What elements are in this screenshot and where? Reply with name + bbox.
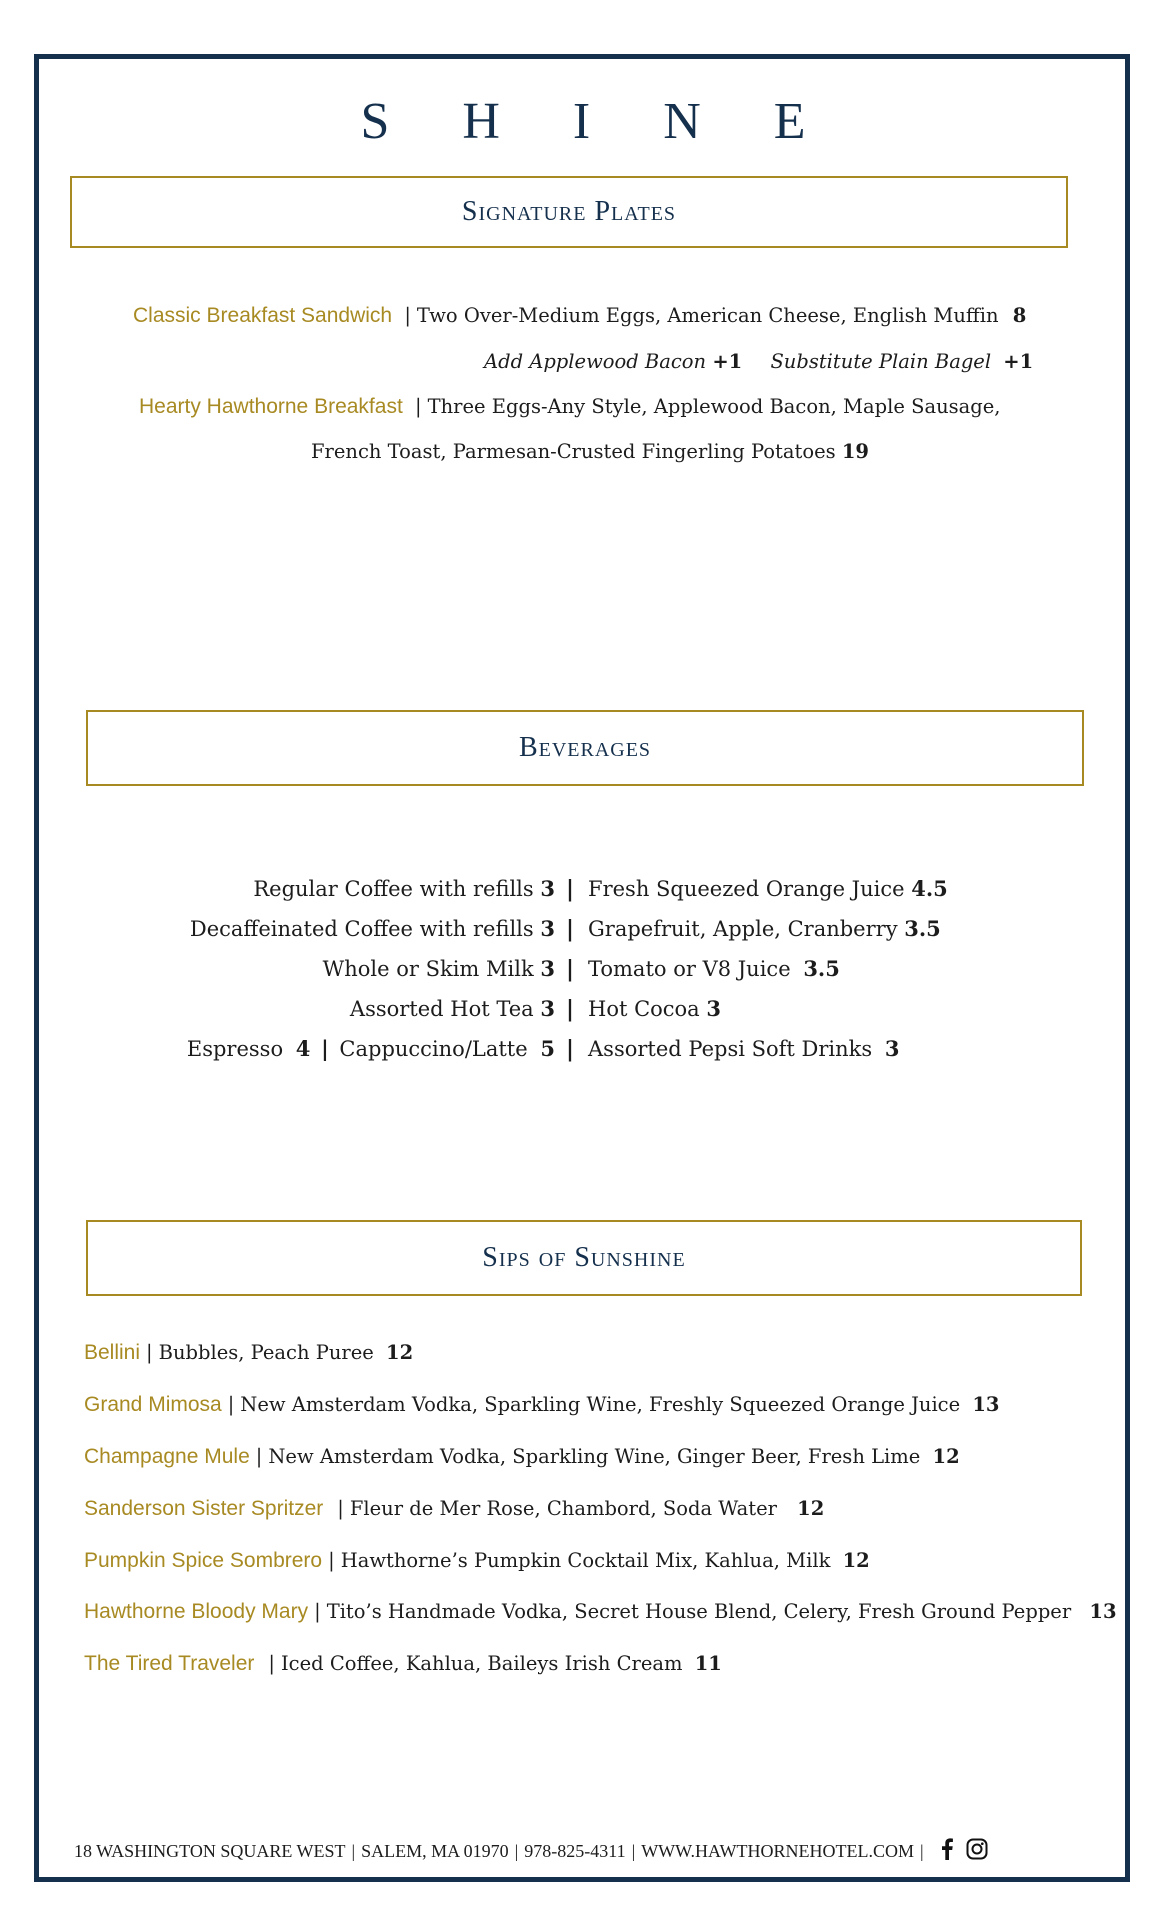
item-name: Hearty Hawthorne Breakfast [139, 395, 403, 418]
addon-price: +1 [1003, 350, 1034, 373]
item-name: Pumpkin Spice Sombrero [84, 1549, 323, 1572]
item-description: New Amsterdam Vodka, Sparkling Wine, Ginger Beer, Fresh Lime [268, 1445, 921, 1468]
cocktail-item: Grand Mimosa | New Amsterdam Vodka, Sparkling Wine, Freshly Squeezed Orange Juice 13 [84, 1393, 1000, 1416]
item-name: Hawthorne Bloody Mary [84, 1600, 309, 1623]
item-description: Fleur de Mer Rose, Chambord, Soda Water [349, 1497, 777, 1520]
item-price: 8 [1012, 304, 1027, 327]
cocktail-item: Pumpkin Spice Sombrero | Hawthorne’s Pumpkin Cocktail Mix, Kahlua, Milk 12 [84, 1549, 870, 1572]
item-name: Champagne Mule [84, 1445, 250, 1468]
item-description: Iced Coffee, Kahlua, Baileys Irish Cream [280, 1652, 683, 1675]
footer-city: SALEM, MA 01970 [361, 1841, 509, 1861]
item-name: Grand Mimosa [84, 1393, 222, 1416]
item-price: 12 [386, 1341, 414, 1364]
facebook-icon[interactable] [940, 1838, 954, 1865]
separator: | [566, 916, 575, 942]
beverage-left-5: Espresso 4 | Cappuccino/Latte 5 [186, 1036, 555, 1061]
beverage-left-3: Whole or Skim Milk 3 [322, 956, 555, 981]
beverage-right-4: Hot Cocoa 3 [588, 996, 722, 1021]
cocktail-item: Bellini | Bubbles, Peach Puree 12 [84, 1341, 414, 1364]
item-price: 12 [842, 1549, 870, 1572]
item-name: Sanderson Sister Spritzer [84, 1497, 324, 1520]
footer: 18 WASHINGTON SQUARE WEST | SALEM, MA 01970 | 978-825-4311 | WWW.HAWTHORNEHOTEL.COM | [74, 1838, 988, 1865]
beverage-right-1: Fresh Squeezed Orange Juice 4.5 [588, 876, 948, 901]
menu-item-hearty-hawthorne-breakfast: Hearty Hawthorne Breakfast | Three Eggs-Any Style, Applewood Bacon, Maple Sausage, [139, 395, 1001, 418]
item-name: Bellini [84, 1341, 141, 1364]
menu-item-description-continued [311, 440, 869, 463]
item-description: Hawthorne’s Pumpkin Cocktail Mix, Kahlua, Milk [340, 1549, 831, 1572]
beverage-right-5: Assorted Pepsi Soft Drinks 3 [588, 1036, 900, 1061]
brand-title: S H I N E [360, 93, 836, 150]
separator: | [566, 996, 575, 1022]
item-name: The Tired Traveler [84, 1652, 255, 1675]
item-description: Bubbles, Peach Puree [158, 1341, 374, 1364]
section-header-beverages [86, 710, 1084, 786]
item-price: 12 [932, 1445, 960, 1468]
addon-label: Substitute Plain Bagel [770, 350, 992, 373]
item-price: 13 [972, 1393, 1000, 1416]
item-description: New Amsterdam Vodka, Sparkling Wine, Freshly Squeezed Orange Juice [240, 1393, 961, 1416]
separator: | [566, 956, 575, 982]
separator: | [566, 876, 575, 902]
item-description: Three Eggs-Any Style, Applewood Bacon, Maple Sausage, [427, 395, 1001, 418]
section-title: Beverages [518, 732, 652, 763]
section-title: Sips of Sunshine [482, 1242, 686, 1273]
section-header-sips-of-sunshine [86, 1220, 1082, 1296]
cocktail-item: Sanderson Sister Spritzer | Fleur de Mer Rose, Chambord, Soda Water 12 [84, 1497, 825, 1520]
section-header-signature-plates [70, 176, 1068, 248]
item-price: 13 [1089, 1600, 1117, 1623]
beverage-left-2: Decaffeinated Coffee with refills 3 [189, 916, 555, 941]
cocktail-item: The Tired Traveler | Iced Coffee, Kahlua, Baileys Irish Cream 11 [84, 1652, 722, 1675]
instagram-icon[interactable] [966, 1838, 988, 1865]
item-description: Two Over-Medium Eggs, American Cheese, English Muffin [416, 304, 999, 327]
cocktail-item: Champagne Mule | New Amsterdam Vodka, Sparkling Wine, Ginger Beer, Fresh Lime 12 [84, 1445, 960, 1468]
footer-phone[interactable]: 978-825-4311 [524, 1841, 626, 1861]
cocktail-item: Hawthorne Bloody Mary | Tito’s Handmade Vodka, Secret House Blend, Celery, Fresh Ground Pepper 13 [84, 1600, 1117, 1623]
section-title: Signature Plates [461, 196, 677, 227]
menu-item-addons [484, 350, 1033, 373]
addon-label: Add Applewood Bacon [484, 350, 707, 373]
beverage-right-3: Tomato or V8 Juice 3.5 [588, 956, 840, 981]
footer-address: 18 WASHINGTON SQUARE WEST [74, 1841, 346, 1861]
menu-item-classic-breakfast-sandwich: Classic Breakfast Sandwich | Two Over-Medium Eggs, American Cheese, English Muffin 8 [133, 304, 1027, 327]
item-price: 12 [797, 1497, 825, 1520]
item-description: Tito’s Handmade Vodka, Secret House Blend, Celery, Fresh Ground Pepper [326, 1600, 1072, 1623]
footer-website[interactable]: WWW.HAWTHORNEHOTEL.COM [641, 1841, 915, 1861]
beverage-right-2: Grapefruit, Apple, Cranberry 3.5 [588, 916, 941, 941]
item-name: Classic Breakfast Sandwich [133, 304, 393, 327]
beverage-left-4: Assorted Hot Tea 3 [349, 996, 555, 1021]
addon-price: +1 [712, 350, 743, 373]
beverage-left-1: Regular Coffee with refills 3 [253, 876, 555, 901]
separator: | [566, 1036, 575, 1062]
item-description: French Toast, Parmesan-Crusted Fingerling Potatoes [311, 440, 836, 463]
item-price: 11 [694, 1652, 722, 1675]
item-price: 19 [841, 440, 869, 463]
